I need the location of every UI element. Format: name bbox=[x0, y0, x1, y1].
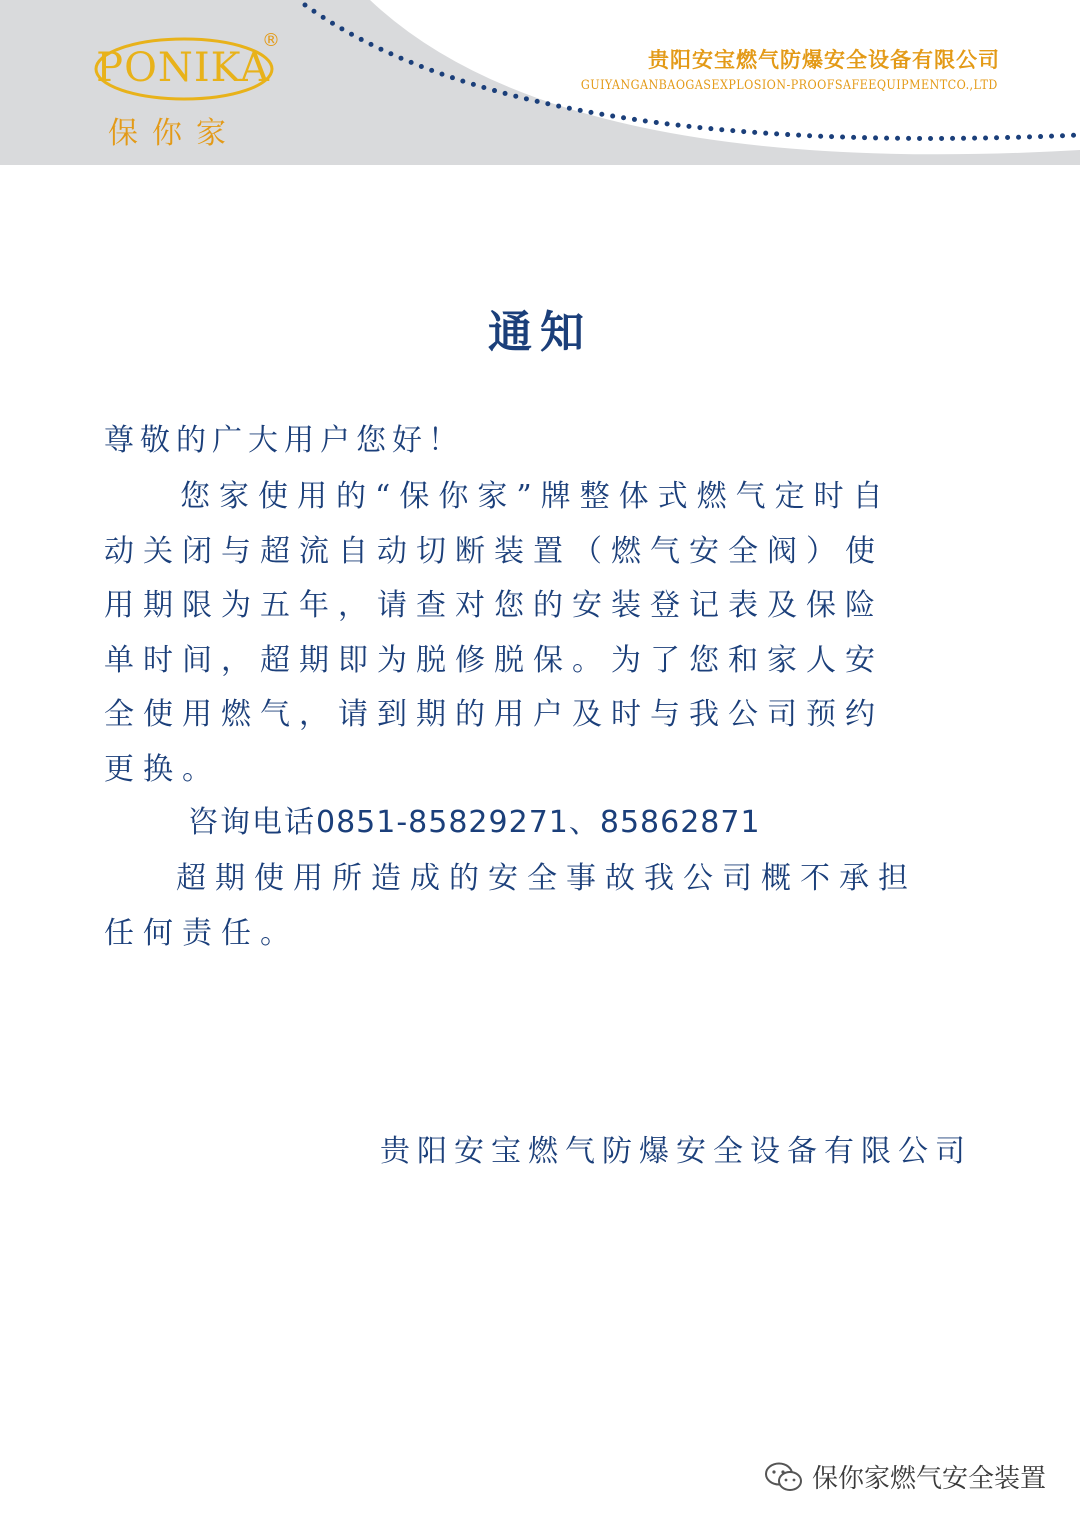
paragraph-line: 任何责任。 bbox=[104, 915, 299, 951]
paragraph-line: 超期使用所造成的安全事故我公司概不承担 bbox=[176, 861, 917, 896]
phone-numbers: 0851-85829271、85862871 bbox=[316, 805, 761, 840]
paragraph-line: 单时间，超期即为脱修脱保。为了您和家人安 bbox=[104, 642, 884, 678]
letterhead-band bbox=[0, 0, 1080, 165]
notice-title: 通知 bbox=[488, 307, 592, 358]
logo-wordmark: PONIKA bbox=[96, 45, 270, 91]
notice-paragraph-2 bbox=[104, 852, 984, 961]
notice-paragraph-1 bbox=[104, 470, 984, 797]
company-name-en: GUIYANGANBAOGASEXPLOSION-PROOFSAFEEQUIPMENTCO.,LTD bbox=[581, 78, 998, 93]
registered-mark: ® bbox=[262, 30, 280, 51]
wechat-icon bbox=[764, 1461, 804, 1493]
paragraph-line: 全使用燃气，请到期的用户及时与我公司预约 bbox=[104, 697, 884, 732]
paragraph-line: 动关闭与超流自动切断装置（燃气安全阀）使 bbox=[104, 533, 884, 569]
company-name-cn: 贵阳安宝燃气防爆安全设备有限公司 bbox=[648, 48, 1000, 72]
phone-label: 咨询电话 bbox=[188, 805, 316, 840]
greeting: 尊敬的广大用户您好！ bbox=[104, 423, 464, 458]
consultation-phone bbox=[188, 797, 761, 841]
logo-chinese-name: 保你家 bbox=[108, 116, 240, 151]
paragraph-line: 您家使用的“保你家”牌整体式燃气定时自 bbox=[180, 479, 892, 514]
company-signature: 贵阳安宝燃气防爆安全设备有限公司 bbox=[380, 1134, 972, 1169]
watermark-text: 保你家燃气安全装置 bbox=[811, 1464, 1046, 1494]
paragraph-line: 更换。 bbox=[104, 751, 221, 787]
wechat-watermark bbox=[764, 1458, 1046, 1495]
paragraph-line: 用期限为五年，请查对您的安装登记表及保险 bbox=[104, 588, 884, 623]
